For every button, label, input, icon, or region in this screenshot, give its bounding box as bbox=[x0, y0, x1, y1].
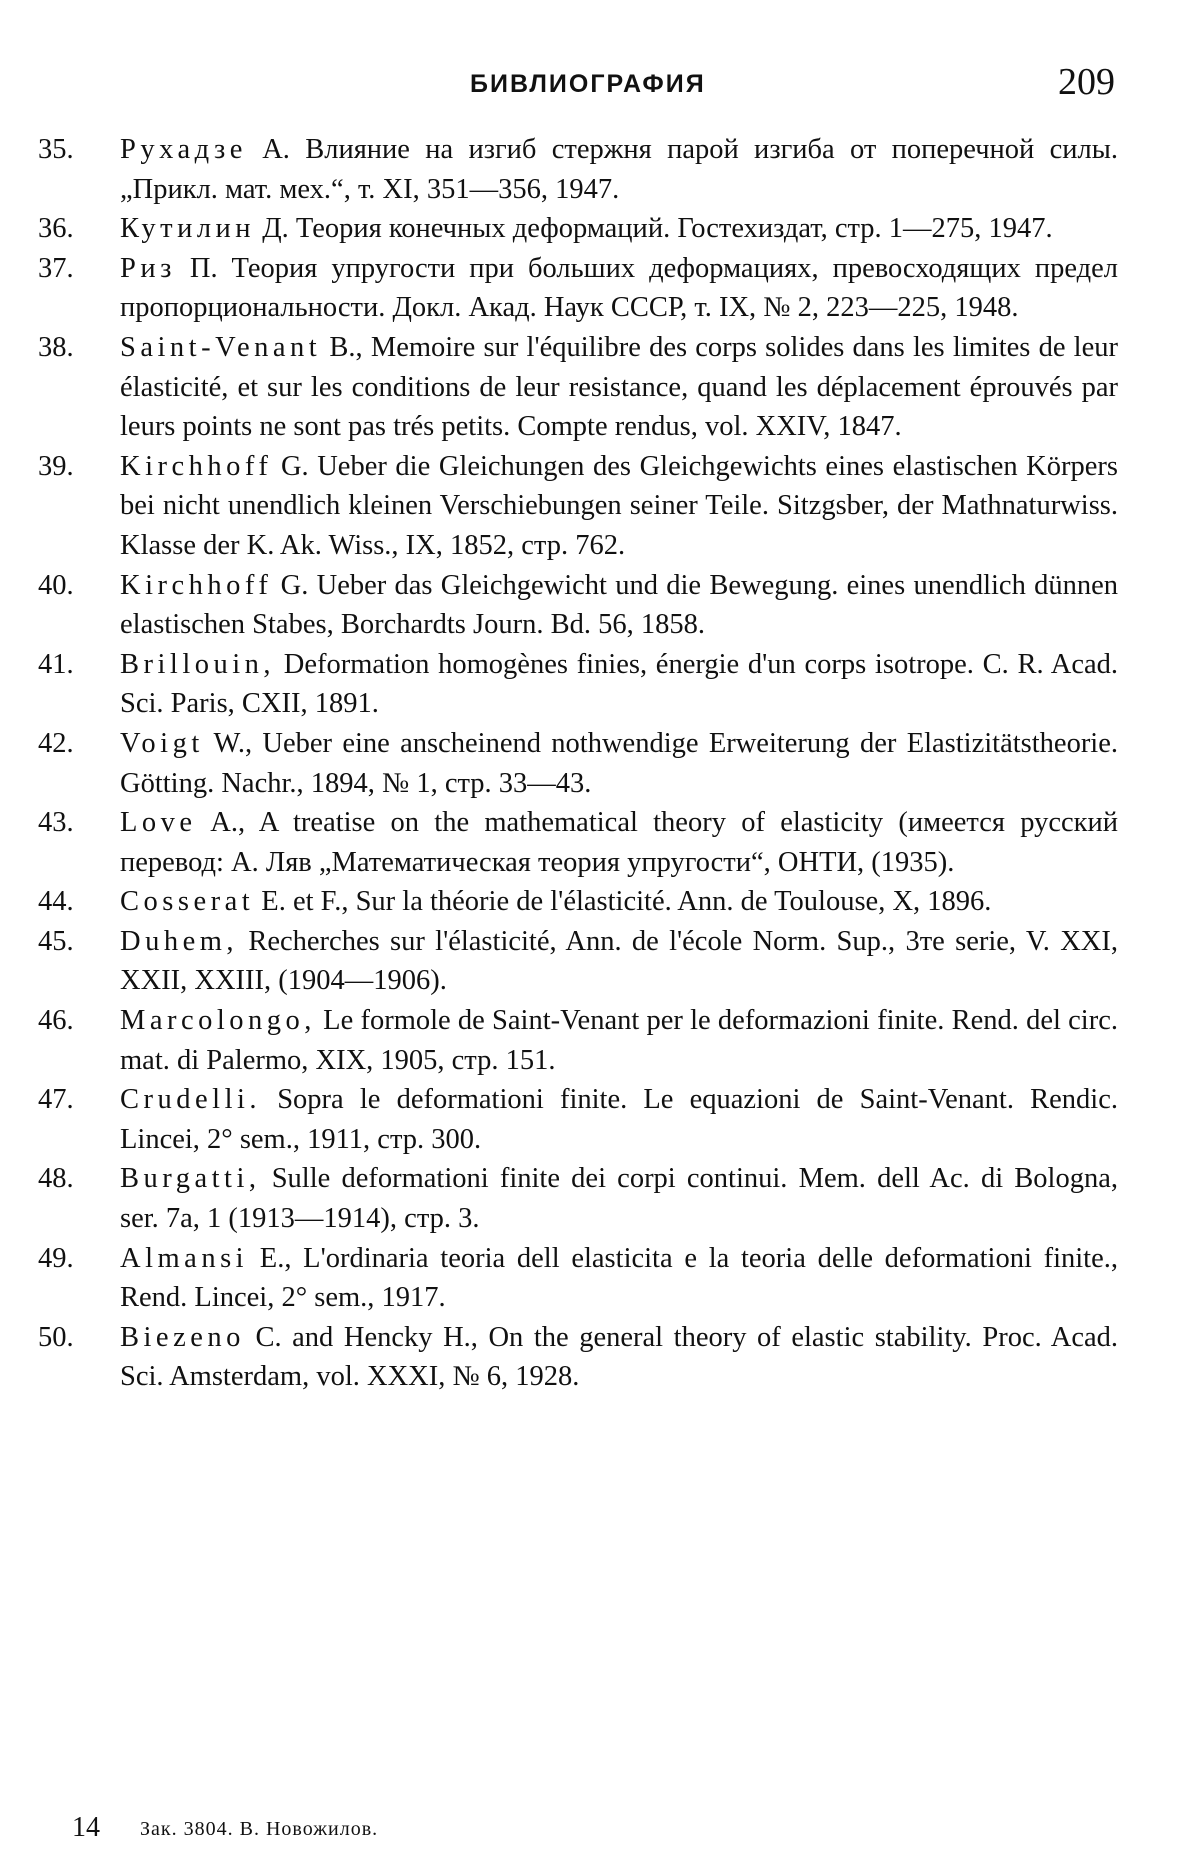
reference-text: B., Memoire sur l'équilibre des corps solides dans les limites de leur élasticité, et sur les conditions de leur resistance, quand les déplacement éprouvés par leurs points ne sont pas trés petits. Compte rendus, vol. XXIV, 1847. bbox=[120, 331, 1118, 443]
reference-author: Kirchhoff bbox=[120, 450, 273, 482]
page-number: 209 bbox=[1058, 61, 1115, 103]
reference-author: Marcolongo, bbox=[120, 1005, 316, 1037]
reference-item bbox=[38, 447, 1118, 566]
reference-author: Кутилин bbox=[120, 213, 256, 245]
reference-item bbox=[38, 724, 1118, 803]
reference-item bbox=[38, 1159, 1118, 1238]
reference-item bbox=[38, 882, 1118, 922]
reference-number: 37. bbox=[38, 252, 74, 284]
reference-item bbox=[38, 803, 1118, 882]
reference-text: W., Ueber eine anscheinend nothwendige Erweiterung der Elastizitätstheorie. Götting. Nachr., 1894, № 1, стр. 33—43. bbox=[120, 727, 1118, 799]
reference-author: Biezeno bbox=[120, 1321, 245, 1353]
reference-item bbox=[38, 645, 1118, 724]
reference-item bbox=[38, 1239, 1118, 1318]
reference-number: 43. bbox=[38, 807, 74, 839]
reference-author: Duhem, bbox=[120, 925, 239, 957]
reference-number: 36. bbox=[38, 213, 74, 245]
reference-author: Brillouin, bbox=[120, 648, 276, 680]
reference-item bbox=[38, 1080, 1118, 1159]
reference-text: Recherches sur l'élasticité, Ann. de l'école Norm. Sup., 3те serie, V. XXI, XXII, XXIII, (1904—1906). bbox=[120, 925, 1118, 997]
reference-author: Almansi bbox=[120, 1242, 249, 1274]
reference-author: Риз bbox=[120, 252, 176, 284]
reference-number: 35. bbox=[38, 134, 74, 165]
reference-item bbox=[38, 209, 1118, 249]
reference-author: Saint-Venant bbox=[120, 331, 322, 363]
bibliography-list bbox=[38, 130, 1118, 1397]
reference-text: A., A treatise on the mathematical theory of elasticity (имеется русский перевод: А. Ляв „Математическая теория упругости“, ОНТИ, (1935). bbox=[120, 807, 1118, 878]
reference-number: 40. bbox=[38, 569, 74, 601]
reference-item bbox=[38, 1318, 1118, 1397]
reference-text: Д. Теория конечных деформаций. Гостехиздат, стр. 1—275, 1947. bbox=[255, 213, 1053, 245]
reference-text: C. and Hencky H., On the general theory of elastic stability. Proc. Acad. Sci. Amsterdam, vol. XXXI, № 6, 1928. bbox=[120, 1321, 1118, 1393]
reference-text: G. Ueber das Gleichgewicht und die Bewegung. eines unendlich dünnen elastischen Stabes, Borchardts Journ. Bd. 56, 1858. bbox=[120, 569, 1118, 641]
reference-author: Kirchhoff bbox=[120, 569, 273, 601]
reference-item bbox=[38, 130, 1118, 209]
reference-author: Burgatti, bbox=[120, 1163, 261, 1195]
reference-author: Voigt bbox=[120, 727, 204, 759]
reference-number: 46. bbox=[38, 1005, 74, 1037]
reference-text: Sopra le deformationi finite. Le equazioni de Saint-Venant. Rendic. Lincei, 2° sem., 1911, стр. 300. bbox=[120, 1084, 1118, 1155]
reference-text: А. Влияние на изгиб стержня парой изгиба от поперечной силы. „Прикл. мат. мех.“, т. XI, 351—356, 1947. bbox=[120, 134, 1118, 205]
reference-item bbox=[38, 249, 1118, 328]
page-footer bbox=[0, 1812, 1200, 1852]
reference-item bbox=[38, 1001, 1118, 1080]
page-header bbox=[0, 60, 1200, 120]
reference-author: Рухадзе bbox=[120, 134, 247, 165]
reference-text: E., L'ordinaria teoria dell elasticita e la teoria delle deformationi finite., Rend. Lincei, 2° sem., 1917. bbox=[120, 1242, 1118, 1314]
reference-number: 49. bbox=[38, 1242, 74, 1274]
reference-number: 38. bbox=[38, 331, 74, 363]
printer-imprint: Зак. 3804. В. Новожилов. bbox=[140, 1818, 379, 1840]
reference-number: 50. bbox=[38, 1321, 74, 1353]
reference-author: Cosserat bbox=[120, 886, 255, 918]
reference-text: G. Ueber die Gleichungen des Gleichgewichts eines elastischen Körpers bei nicht unendlich kleinen Verschiebungen seiner Teile. Sitzgsber, der Mathnaturwiss. Klasse der K. Ak. Wiss., IX, 1852, стр. 762. bbox=[120, 450, 1118, 561]
reference-text: Sulle deformationi finite dei corpi continui. Mem. dell Ac. di Bologna, ser. 7a, 1 (1913—1914), стр. 3. bbox=[120, 1163, 1118, 1235]
reference-item bbox=[38, 922, 1118, 1001]
reference-number: 48. bbox=[38, 1163, 74, 1195]
reference-author: Crudelli. bbox=[120, 1084, 262, 1116]
reference-number: 44. bbox=[38, 886, 74, 918]
sheet-number: 14 bbox=[72, 1812, 100, 1843]
reference-text: Deformation homogènes finies, énergie d'un corps isotrope. C. R. Acad. Sci. Paris, CXII, 1891. bbox=[120, 648, 1118, 720]
reference-text: Le formole de Saint-Venant per le deformazioni finite. Rend. del circ. mat. di Palermo, XIX, 1905, стр. 151. bbox=[120, 1005, 1118, 1076]
reference-number: 47. bbox=[38, 1084, 74, 1116]
reference-number: 42. bbox=[38, 727, 74, 759]
reference-number: 41. bbox=[38, 648, 74, 680]
reference-number: 45. bbox=[38, 925, 74, 957]
reference-text: П. Теория упругости при больших деформациях, превосходящих предел пропорциональности. Докл. Акад. Наук СССР, т. IX, № 2, 223—225, 1948. bbox=[120, 252, 1118, 324]
reference-author: Love bbox=[120, 807, 197, 839]
reference-item bbox=[38, 328, 1118, 447]
reference-item bbox=[38, 566, 1118, 645]
running-title: БИВЛИОГРАФИЯ bbox=[470, 70, 706, 98]
reference-text: E. et F., Sur la théorie de l'élasticité. Ann. de Toulouse, X, 1896. bbox=[254, 886, 992, 918]
reference-number: 39. bbox=[38, 450, 74, 482]
